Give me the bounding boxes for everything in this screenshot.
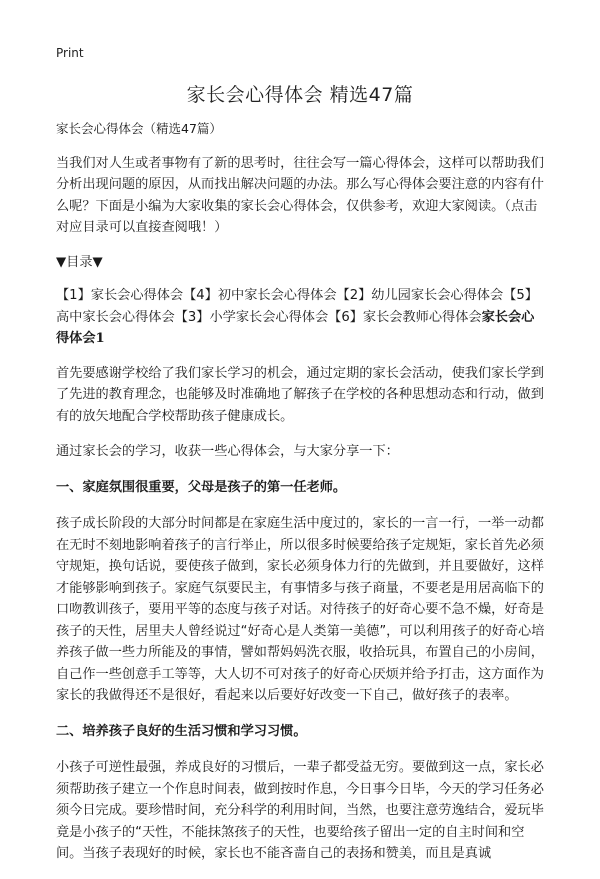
body-paragraph: 孩子成长阶段的大部分时间都是在家庭生活中度过的，家长的一言一行，一举一动都在无时不刻地影响着孩子的言行举止，所以很多时候要给孩子定规矩，家长首先必须守规矩，换句话说，要使孩子做到，家长必须身体力行的先做到，并且要做好，这样才能够影响到孩子。家庭气氛要民主，有事情多与孩子商量，不要老是用居高临下的口吻教训孩子，要用平等的态度与孩子对话。对待孩子的好奇心要不急不燥，好奇是孩子的天性，居里夫人曾经说过“好奇心是人类第一美德”，可以利用孩子的好奇心培养孩子做一些力所能及的事情，譬如帮妈妈洗衣服，收拾玩具，布置自己的小房间，自己作一些创意手工等等，大人切不可对孩子的好奇心厌烦并给予打击，这方面作为家长的我做得还不是很好，看起来以后要好好改变一下自己，做好孩子的表率。 xyxy=(56,516,545,703)
table-of-contents xyxy=(56,285,546,350)
section-heading: 二、培养孩子良好的生活习惯和学习习惯。 xyxy=(56,723,307,739)
current-section-title: 家长会心得体会1 xyxy=(56,309,535,346)
document-subtitle: 家长会心得体会（精选47篇） xyxy=(56,121,222,136)
toc-item-1[interactable]: 【1】家长会心得体会 xyxy=(56,288,184,303)
section-heading: 一、家庭氛围很重要，父母是孩子的第一任老师。 xyxy=(56,479,347,495)
toc-item-3[interactable]: 【3】小学家长会心得体会 xyxy=(174,309,329,325)
body-paragraph: 首先要感谢学校给了我们家长学习的机会，通过定期的家长会活动，使我们家长学到了先进的教育理念，也能够及时准确地了解孩子在学校的各种思想动态和行动，做到有的放矢地配合学校帮助孩子健康成长。 xyxy=(56,365,544,424)
body-paragraph: 小孩子可逆性最强，养成良好的习惯后，一辈子都受益无穷。要做到这一点，家长必须帮助孩子建立一个作息时间表，做到按时作息，今日事今日毕，今天的学习任务必须今日完成。要珍惜时间，充分科学的利用时间，当然，也要注意劳逸结合，爱玩毕竟是小孩子的“天性，不能抹煞孩子的天性，也要给孩子留出一定的自主时间和空间。当孩子表现好的时候，家长也不能吝啬自己的表扬和赞美，而且是真诚 xyxy=(56,760,544,861)
toc-item-5[interactable]: 【5】高中家长会心得体会 xyxy=(56,288,538,325)
print-link[interactable]: Print xyxy=(56,46,84,60)
toc-label: ▼目录▼ xyxy=(56,254,103,270)
intro-paragraph: 当我们对人生或者事物有了新的思考时，往往会写一篇心得体会，这样可以帮助我们分析出现问题的原因，从而找出解决问题的办法。那么写心得体会要注意的内容有什么呢？下面是小编为大家收集的家长会心得体会，仅供参考，欢迎大家阅读。（点击对应目录可以直接查阅哦！） xyxy=(56,155,544,235)
body-paragraph: 通过家长会的学习，收获一些心得体会，与大家分享一下： xyxy=(56,444,399,459)
document-content xyxy=(56,118,546,879)
toc-item-2[interactable]: 【2】幼儿园家长会心得体会 xyxy=(336,288,504,303)
document-title: 家长会心得体会 精选47篇 xyxy=(186,84,414,106)
toc-item-6[interactable]: 【6】家长会教师心得体会 xyxy=(328,309,482,325)
toc-item-4[interactable]: 【4】初中家长会心得体会 xyxy=(183,288,337,303)
